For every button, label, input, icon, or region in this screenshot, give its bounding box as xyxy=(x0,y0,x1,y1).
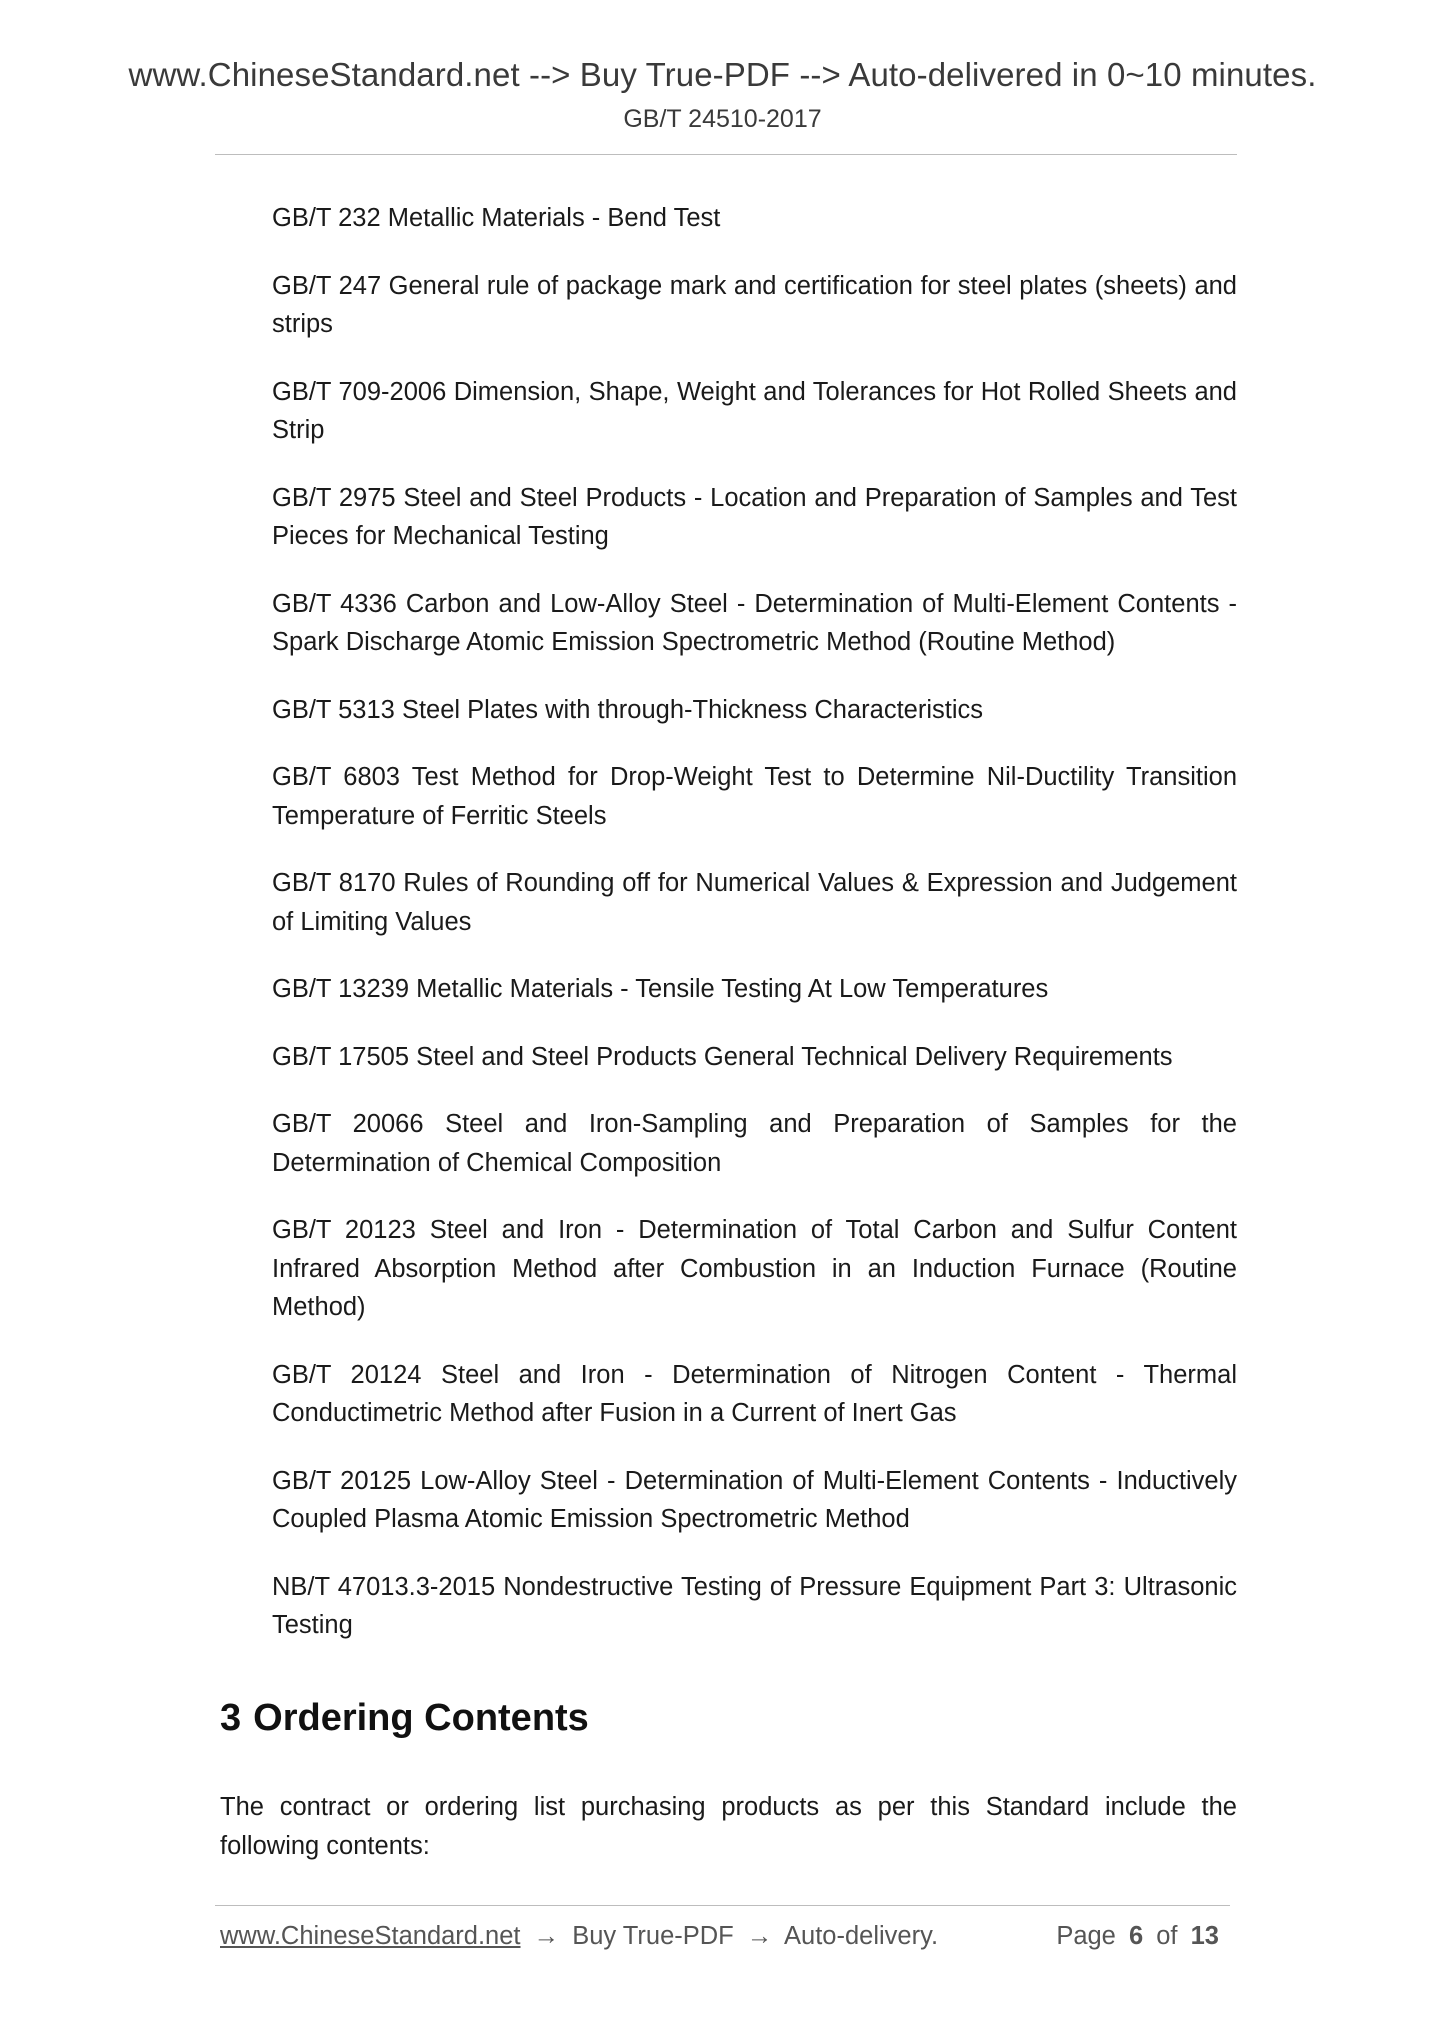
header-divider xyxy=(215,154,1237,155)
reference-item: GB/T 709-2006 Dimension, Shape, Weight and Tolerances for Hot Rolled Sheets and Strip xyxy=(272,377,1237,444)
reference-item: GB/T 247 General rule of package mark and certification for steel plates (sheets) and strips xyxy=(272,271,1237,338)
reference-item: GB/T 8170 Rules of Rounding off for Numerical Values & Expression and Judgement of Limiting Values xyxy=(272,869,1237,936)
footer-divider xyxy=(215,1905,1230,1906)
page-footer xyxy=(220,1922,1225,1951)
footer-buy-text: Buy True-PDF xyxy=(572,1922,734,1950)
page-total: 13 xyxy=(1190,1922,1219,1950)
reference-item: NB/T 47013.3-2015 Nondestructive Testing of Pressure Equipment Part 3: Ultrasonic Testing xyxy=(272,1572,1237,1639)
footer-site-link[interactable]: www.ChineseStandard.net xyxy=(220,1922,521,1950)
arrow-right-icon: → xyxy=(746,1922,773,1950)
reference-item: GB/T 20123 Steel and Iron - Determination of Total Carbon and Sulfur Content Infrared Absorption Method after Combustion in an Induction Furnace (Routine Method) xyxy=(272,1216,1237,1321)
reference-item: GB/T 20125 Low-Alloy Steel - Determination of Multi-Element Contents - Inductively Coupled Plasma Atomic Emission Spectrometric Method xyxy=(272,1466,1237,1533)
reference-item: GB/T 232 Metallic Materials - Bend Test xyxy=(272,204,721,232)
reference-item: GB/T 5313 Steel Plates with through-Thickness Characteristics xyxy=(272,695,984,724)
page-current: 6 xyxy=(1128,1922,1144,1950)
reference-item: GB/T 4336 Carbon and Low-Alloy Steel - Determination of Multi-Element Contents -Spark Discharge Atomic Emission Spectrometric Method (Routine Method) xyxy=(272,589,1237,656)
arrow-right-icon: → xyxy=(533,1922,560,1950)
reference-item: GB/T 13239 Metallic Materials - Tensile Testing At Low Temperatures xyxy=(272,975,1049,1003)
reference-item: GB/T 6803 Test Method for Drop-Weight Test to Determine Nil-Ductility Transition Temperature of Ferritic Steels xyxy=(272,763,1237,830)
header-banner: www.ChineseStandard.net --> Buy True-PDF --> Auto-delivered in 0~10 minutes. xyxy=(128,56,1317,93)
reference-item: GB/T 20124 Steel and Iron - Determination of Nitrogen Content - Thermal Conductimetric Method after Fusion in a Current of Inert Gas xyxy=(272,1360,1237,1427)
standard-code: GB/T 24510-2017 xyxy=(623,105,822,133)
reference-item: GB/T 17505 Steel and Steel Products General Technical Delivery Requirements xyxy=(272,1042,1173,1071)
footer-delivery-text: Auto-delivery. xyxy=(784,1922,939,1950)
section-number: 3 xyxy=(220,1697,242,1739)
section-title: Ordering Contents xyxy=(253,1697,589,1739)
page-label: Page xyxy=(1056,1922,1116,1950)
reference-item: GB/T 20066 Steel and Iron-Sampling and Preparation of Samples for the Determination of Chemical Composition xyxy=(272,1110,1237,1177)
reference-item: GB/T 2975 Steel and Steel Products - Location and Preparation of Samples and Test Pieces for Mechanical Testing xyxy=(272,483,1237,550)
section-heading xyxy=(220,1697,589,1740)
page-indicator xyxy=(1056,1922,1225,1951)
page-of: of xyxy=(1156,1922,1178,1950)
section-intro-paragraph: The contract or ordering list purchasing products as per this Standard include the following contents: xyxy=(220,1793,1237,1860)
normative-references-list xyxy=(272,199,1237,1674)
